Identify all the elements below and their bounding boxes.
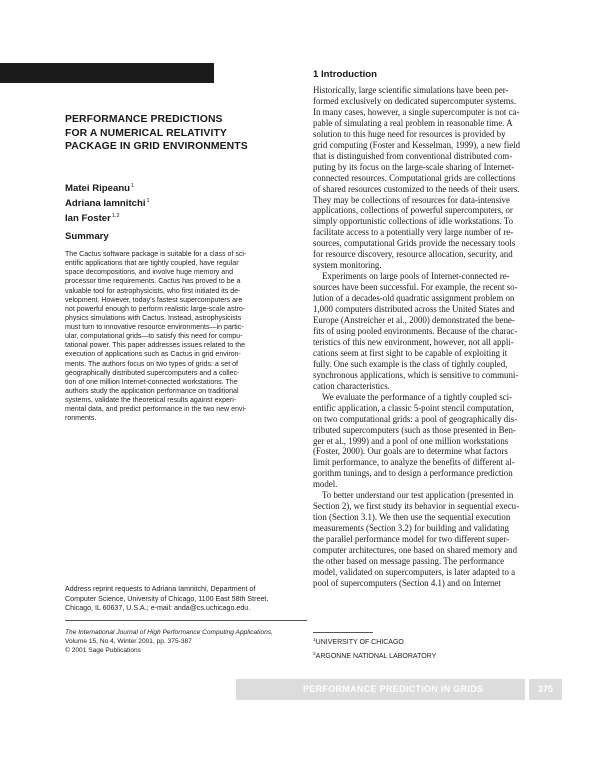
body-line: on two computational grids: a pool of geographically dis- [313, 413, 518, 424]
journal-name: The International Journal of High Performance Computing Applications, [65, 629, 273, 636]
body-line: formed exclusively on dedicated supercomputer systems. [313, 95, 517, 106]
header-black-bar [0, 63, 214, 83]
section-heading: 1 Introduction [313, 69, 377, 80]
body-line: cation characteristics. [313, 380, 390, 391]
affiliation-name: UNIVERSITY OF CHICAGO [315, 639, 404, 646]
body-line: Europe (Anstreicher et al., 2000) demonstrated the bene- [313, 315, 515, 326]
body-line: for resource discovery, resource allocation, security, and [313, 249, 513, 260]
introduction-text [313, 85, 543, 589]
body-line: teristics of this new environment, however, not all appli- [313, 336, 514, 347]
summary-line: not powerful enough to perform realistic large-scale astro- [65, 305, 246, 313]
summary-line: valuable tool for astrophysicists, who first initiated its de- [65, 287, 241, 295]
body-line: computer architectures, one based on shared memory and [313, 545, 518, 556]
body-line: system monitoring. [313, 260, 382, 271]
page-number: 375 [537, 684, 554, 694]
body-line: Historically, large scientific simulations have been per- [313, 85, 509, 95]
journal-citation [65, 628, 305, 655]
body-line: facilitate access to a potentially very large number of re- [313, 227, 514, 238]
address-line: Chicago, IL 60637, U.S.A.; e-mail: anda@cs.uchicago.edu. [65, 604, 251, 613]
copyright: © 2001 Sage Publications [65, 647, 141, 654]
body-line: solution to this huge need for resources is provided by [313, 128, 506, 139]
body-line: gorithm tunings, and to design a performance prediction [313, 468, 513, 479]
title-line: PERFORMANCE PREDICTIONS [65, 114, 223, 125]
author [65, 180, 150, 195]
journal-volume: Volume 15, No 4, Winter 2001, pp. 375-387 [65, 638, 192, 645]
body-line: They may be collections of resources for data-intensive [313, 194, 510, 205]
body-line: lution of a decades-old quadratic assignment problem on [313, 293, 515, 304]
address-line: Computer Science, University of Chicago, 1100 East 58th Street, [65, 594, 269, 603]
body-line: Experiments on large pools of Internet-connected re- [322, 271, 510, 282]
body-line: pable of simulating a real problem in reasonable time. A [313, 117, 513, 128]
author-affiliation-mark: 1 [146, 198, 150, 205]
author-name: Matei Ripeanu [65, 183, 131, 194]
body-line: tributed supercomputers (such as those presented in Ben- [313, 424, 516, 435]
summary-line: physics simulations with Cactus. Instead, astrophysicists [65, 314, 242, 322]
body-line: that is distinguished from conventional distributed com- [313, 150, 513, 161]
summary-line: geographically distributed supercomputers and a collec- [65, 369, 240, 377]
summary-line: systems, validate the theoretical results against experi- [65, 397, 237, 404]
body-line: pool of supercomputers (Section 4.1) and on Internet [313, 577, 501, 588]
body-line: fully. One such example is the class of tightly coupled, [313, 358, 508, 369]
title-line: PACKAGE IN GRID ENVIRONMENTS [65, 141, 248, 152]
footnote-divider [65, 620, 307, 621]
summary-line: processor time requirements. Cactus has proved to be a [65, 278, 241, 286]
body-line: synchronous applications, which is sensitive to communi- [313, 369, 519, 380]
body-line: of shared resources customized to the needs of their users. [313, 183, 520, 194]
body-line: cations seem at first sight to be capable of exploiting it [313, 347, 508, 358]
body-line: sources have been successful. For example, the recent so- [313, 282, 518, 293]
body-line: model, validated on supercomputers, is later adapted to a [313, 566, 516, 577]
author-affiliation-mark: 1,2 [111, 213, 120, 220]
body-line: simply opportunistic collections of idle workstations. To [313, 216, 514, 227]
address-line: Address reprint requests to Adriana Iamnitchi, Department of [65, 585, 256, 593]
body-line: ger et al., 1999) and a pool of one million workstations [313, 435, 509, 446]
affiliation [313, 635, 436, 649]
summary-line: space decompositions, and involve huge memory and [65, 269, 234, 277]
affiliation-divider [313, 632, 373, 633]
body-line: (Foster, 2000). Our goals are to determine what factors [313, 446, 508, 457]
summary-line: mental data, and predict performance in the two new envi- [65, 406, 247, 414]
title-line: FOR A NUMERICAL RELATIVITY [65, 127, 227, 139]
affiliation-mark: 1 [313, 638, 316, 643]
body-line: grid computing (Foster and Kesselman, 1999), a new field [313, 139, 521, 150]
body-line: fits of using pooled environments. Because of the charac- [313, 325, 518, 336]
summary-line: The Cactus software package is suitable for a class of sci- [65, 251, 247, 258]
summary-line: tion of one million Internet-connected workstations. The [65, 378, 238, 386]
summary-line: authors study the application performance on traditional [65, 387, 239, 395]
body-line: model. [313, 479, 338, 490]
body-line: sources, computational Grids provide the necessary tools [313, 238, 516, 249]
body-line: Section 2), we first study its behavior in sequential execu- [313, 501, 520, 512]
paper-title [65, 113, 300, 154]
body-line: measurements (Section 3.2) for building and validating [313, 523, 509, 534]
affiliations [313, 635, 436, 662]
affiliation-name: ARGONNE NATIONAL LABORATORY [315, 652, 437, 660]
summary-text [65, 250, 298, 423]
body-line: applications, collections of powerful supercomputers, or [313, 205, 513, 216]
body-line: In many cases, however, a single supercomputer is not ca- [313, 106, 520, 117]
running-title: PERFORMANCE PREDICTION IN GRIDS [303, 684, 484, 694]
summary-line: execution of applications such as Cactus in grid environ- [65, 351, 241, 359]
body-line: We evaluate the performance of a tightly coupled sci- [322, 391, 513, 402]
author-affiliation-mark: 1 [131, 183, 135, 189]
body-line: connected resources. Computational grids are collections [313, 172, 516, 183]
author-name: Ian Foster [65, 213, 111, 225]
body-line: limit performance, to analyze the benefits of different al- [313, 457, 515, 468]
summary-line: ments. The authors focus on two types of grids: a set of [65, 360, 238, 368]
reprint-address [65, 585, 305, 614]
author-name: Adriana Iamnitchi [65, 198, 146, 210]
body-line: the other based on message passing. The performance [313, 555, 505, 566]
body-line: tion (Section 3.1). We then use the sequential execution [313, 512, 511, 523]
body-line: To better understand our test application (presented in [322, 490, 514, 501]
body-line: the parallel performance model for two different super- [313, 534, 510, 545]
body-line: puting by its focus on the large-scale sharing of Internet- [313, 161, 515, 172]
author [65, 210, 150, 225]
summary-line: entific applications that are tightly coupled, have regular [65, 260, 239, 268]
summary-heading: Summary [65, 231, 109, 242]
summary-line: tational power. This paper addresses issues related to the [65, 342, 246, 350]
affiliation [313, 649, 436, 663]
body-line: entific application, a classic 5-point stencil computation, [313, 402, 514, 413]
author-list [65, 180, 150, 226]
summary-line: ular, computational grids—to satisfy this need for compu- [65, 333, 243, 341]
summary-line: velopment. However, today’s fastest supercomputers are [65, 296, 243, 304]
summary-line: ronments. [65, 415, 97, 423]
summary-line: must turn to innovative resource environments—in partic- [65, 324, 244, 331]
body-line: 1,000 computers distributed across the United States and [313, 304, 515, 315]
author [65, 195, 150, 210]
affiliation-mark: 2 [313, 651, 316, 657]
